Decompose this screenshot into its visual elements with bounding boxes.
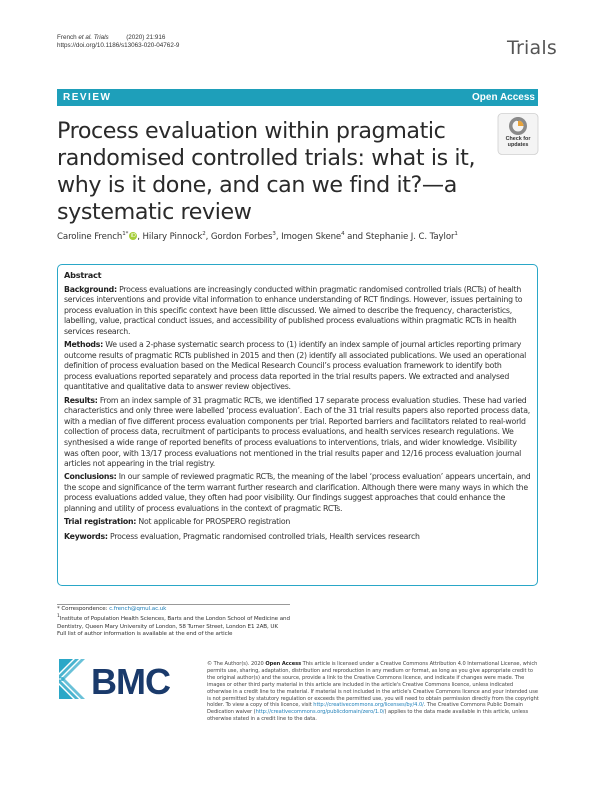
author-name[interactable]: , Gordon Forbes <box>205 231 273 242</box>
citation-journal: et al. Trials <box>78 34 109 41</box>
citation-year: (2020) 21:916 <box>126 34 166 41</box>
correspondence-email-link[interactable]: c.french@qmul.ac.uk <box>109 606 167 612</box>
methods-text: We used a 2-phase systematic search process to (1) identify an index sample of journal articles reporting primary outcome results of pragmatic RCTs published in 2015 and then (2) identify all associated publications. We used an operational definition of process evaluation based on the Medical Research Council’s process evaluation framework to identify both process evaluations reported separately and process data reported in the trial results papers. We extracted and analysed quantitative and qualitative data to answer review objectives. <box>64 340 527 392</box>
license-text-1: This article is licensed under a Creative Commons Attribution 4.0 International License, which permits use, sharing, adaptation, distribution and reproduction in any medium or format, as long as you give appropriate credit to the original author(s) and the source, provide a link to the Creative Commons licence, and indicate if changes were made. The images or other third party material in this article are included in the article's Creative Commons licence, unless indicated otherwise in a credit line to the material. If material is not included in the article's Creative Commons licence and your intended use is not permitted by statutory regulation or exceeds the permitted use, you will need to obtain permission directly from the copyright holder. To view a copy of this licence, visit <box>207 661 539 709</box>
abstract <box>64 270 532 545</box>
abstract-keywords <box>64 532 532 543</box>
keywords-text: Process evaluation, Pragmatic randomised controlled trials, Health services research <box>107 531 420 541</box>
keywords-label: Keywords: <box>64 531 108 541</box>
results-label: Results: <box>64 395 98 405</box>
author-name[interactable]: and Stephanie J. C. Taylor <box>344 231 455 242</box>
author-affiliation-sup: 3 <box>272 231 276 237</box>
author-affiliation-sup: 4 <box>341 231 345 237</box>
footnote-divider <box>57 604 290 605</box>
methods-label: Methods: <box>64 340 104 350</box>
author-name[interactable]: , Imogen Skene <box>275 231 342 242</box>
author-name[interactable]: Caroline French <box>57 231 123 242</box>
registration-text: Not applicable for PROSPERO registration <box>136 517 291 527</box>
license-cc-by-link[interactable]: http://creativecommons.org/licenses/by/4.0/ <box>313 702 424 709</box>
check-for-updates-text <box>497 136 539 148</box>
open-access-label: Open Access <box>472 92 535 103</box>
license-text-2: . The Creative Commons Public Domain Dedication waiver ( <box>207 702 523 716</box>
citation-line-1 <box>57 34 179 42</box>
article-type-label: REVIEW <box>63 92 112 103</box>
license-notice <box>207 661 539 723</box>
doi-link[interactable]: https://doi.org/10.1186/s13063-020-04762-9 <box>57 42 180 49</box>
orcid-icon[interactable]: iD <box>130 233 136 240</box>
author-info-note: Full list of author information is available at the end of the article <box>57 631 233 638</box>
check-updates-line1: Check for <box>505 136 531 142</box>
conclusions-text: In our sample of reviewed pragmatic RCTs, the meaning of the label ‘process evaluation’ appears uncertain, and the scope and significance of the term warrant further research and clarification. Although there were many ways in which the process evaluations added value, they often had poor visibility. Our findings suggest approaches that could enhance the planning and utility of process evaluations in the context of pragmatic RCTs. <box>64 472 531 513</box>
author-affiliation-sup: 2 <box>202 231 206 237</box>
check-updates-line2: updates <box>507 142 529 148</box>
abstract-registration <box>64 517 532 528</box>
license-copyright: © The Author(s). 2020 <box>207 661 266 667</box>
license-open-access: Open Access <box>265 661 302 667</box>
correspondence-prefix: * Correspondence: <box>57 606 110 612</box>
article-type-banner <box>57 89 538 106</box>
background-text: Process evaluations are increasingly conducted within pragmatic randomised controlled trials (RCTs) of health services interventions and provide vital information to enhance understanding of RCT findings. However, issues pertaining to process evaluation in this specific context have been little discussed. We aimed to describe the frequency, characteristics, labelling, value, practical conduct issues, and accessibility of published process evaluations within pragmatic RCTs in health services research. <box>64 284 523 336</box>
registration-label: Trial registration: <box>64 517 137 527</box>
abstract-methods <box>64 340 532 393</box>
author-affiliation-sup: 1* <box>122 231 129 237</box>
conclusions-label: Conclusions: <box>64 472 117 482</box>
citation-author: French <box>57 34 79 41</box>
affiliation-sup: 1 <box>57 614 60 620</box>
affiliation-text: Institute of Population Health Sciences, Barts and the London School of Medicine and Dentistry, Queen Mary University of London, 58 Turner Street, London E1 2AB, UK <box>57 616 290 630</box>
citation-header <box>57 34 179 50</box>
author-name[interactable]: , Hilary Pinnock <box>137 231 203 242</box>
results-text: From an index sample of 31 pragmatic RCTs, we identified 17 separate process evaluation studies. These had varied characteristics and only three were labelled ‘process evaluation’. Each of the 31 trial results papers also reported process data, with a median of five different process evaluation components per trial. Reported barriers and facilitators related to real-world collection of process data, recruitment of participants to process evaluations, and health services research regulations. We synthesised a wide range of reported benefits of process evaluations to interventions, trials, and wider knowledge. Visibility was often poor, with 13/17 process evaluations not mentioned in the trial results paper and 12/16 process evaluation journal articles not appearing in the trial registry. <box>64 395 530 469</box>
check-for-updates-icon[interactable] <box>497 113 539 155</box>
abstract-background <box>64 285 532 338</box>
background-label: Background: <box>64 284 117 294</box>
article-title: Process evaluation within pragmatic randomised controlled trials: what is it, why is it done, and can we find it?—a systematic review <box>57 118 476 225</box>
journal-logo: Trials <box>507 37 557 59</box>
license-cc0-link[interactable]: http://creativecommons.org/publicdomain/zero/1.0/ <box>255 709 385 716</box>
abstract-heading: Abstract <box>64 270 102 280</box>
license-text-3: ) applies to the data made available in this article, unless otherwise stated in a credit line to the data. <box>207 709 529 723</box>
author-list <box>57 231 458 242</box>
author-affiliation-sup: 1 <box>454 231 458 237</box>
abstract-results <box>64 396 532 470</box>
bmc-logo-text: BMC <box>91 661 170 702</box>
correspondence <box>57 606 297 613</box>
affiliation <box>57 613 297 631</box>
bmc-logo <box>57 655 181 703</box>
footnotes <box>57 606 297 638</box>
abstract-conclusions <box>64 472 532 514</box>
